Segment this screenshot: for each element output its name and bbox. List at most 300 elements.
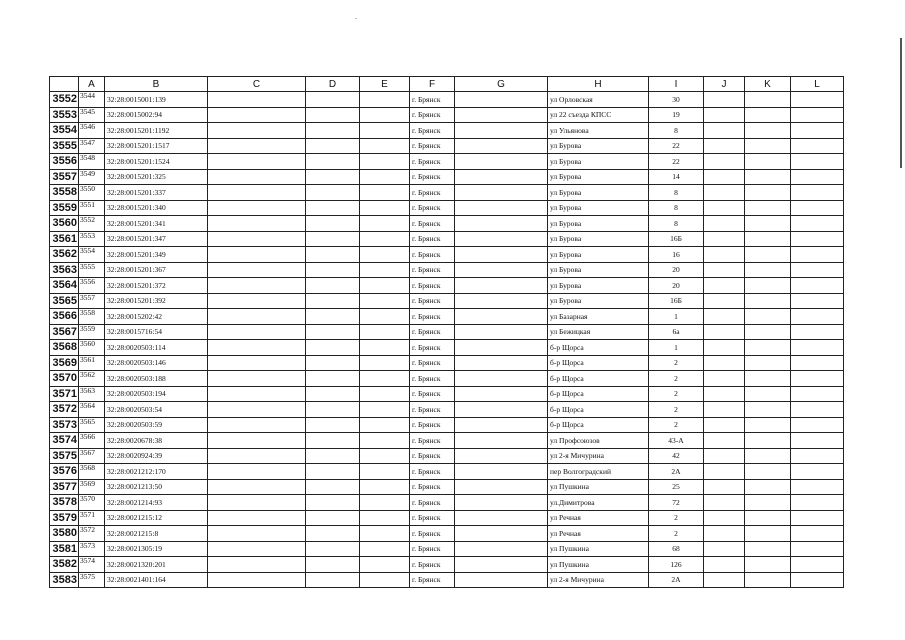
cell-f[interactable]: г. Брянск xyxy=(410,557,455,573)
row-number[interactable]: 3573 xyxy=(50,417,79,433)
cell-i[interactable]: 20 xyxy=(649,262,704,278)
cell-d[interactable] xyxy=(306,448,360,464)
cell-g[interactable] xyxy=(455,433,548,449)
cell-j[interactable] xyxy=(704,278,745,294)
cell-h[interactable]: ул Бурова xyxy=(548,231,649,247)
cell-j[interactable] xyxy=(704,169,745,185)
cell-a[interactable]: 3552 xyxy=(79,216,105,232)
cell-a[interactable]: 3574 xyxy=(79,557,105,573)
cell-c[interactable] xyxy=(208,340,306,356)
cell-g[interactable] xyxy=(455,247,548,263)
cell-c[interactable] xyxy=(208,123,306,139)
cell-f[interactable]: г. Брянск xyxy=(410,262,455,278)
cell-j[interactable] xyxy=(704,340,745,356)
cell-b[interactable]: 32:28:0015201:1517 xyxy=(105,138,208,154)
cell-a[interactable]: 3575 xyxy=(79,572,105,588)
cell-b[interactable]: 32:28:0015201:337 xyxy=(105,185,208,201)
cell-k[interactable] xyxy=(745,154,791,170)
cell-a[interactable]: 3566 xyxy=(79,433,105,449)
cell-k[interactable] xyxy=(745,572,791,588)
cell-c[interactable] xyxy=(208,138,306,154)
cell-e[interactable] xyxy=(360,123,410,139)
cell-e[interactable] xyxy=(360,231,410,247)
cell-j[interactable] xyxy=(704,402,745,418)
cell-h[interactable]: б-р Щорса xyxy=(548,340,649,356)
cell-l[interactable] xyxy=(791,526,844,542)
cell-e[interactable] xyxy=(360,216,410,232)
cell-c[interactable] xyxy=(208,479,306,495)
cell-i[interactable]: 8 xyxy=(649,123,704,139)
cell-h[interactable]: ул Ульянова xyxy=(548,123,649,139)
cell-a[interactable]: 3544 xyxy=(79,92,105,108)
cell-l[interactable] xyxy=(791,231,844,247)
cell-b[interactable]: 32:28:0020503:194 xyxy=(105,386,208,402)
cell-a[interactable]: 3563 xyxy=(79,386,105,402)
cell-d[interactable] xyxy=(306,355,360,371)
cell-i[interactable]: 2А xyxy=(649,464,704,480)
column-header[interactable]: E xyxy=(360,77,410,92)
cell-d[interactable] xyxy=(306,495,360,511)
cell-k[interactable] xyxy=(745,464,791,480)
cell-h[interactable]: ул Пушкина xyxy=(548,557,649,573)
cell-d[interactable] xyxy=(306,231,360,247)
cell-l[interactable] xyxy=(791,324,844,340)
cell-k[interactable] xyxy=(745,92,791,108)
cell-f[interactable]: г. Брянск xyxy=(410,185,455,201)
cell-d[interactable] xyxy=(306,92,360,108)
cell-j[interactable] xyxy=(704,200,745,216)
cell-b[interactable]: 32:28:0015002:94 xyxy=(105,107,208,123)
cell-j[interactable] xyxy=(704,309,745,325)
cell-f[interactable]: г. Брянск xyxy=(410,247,455,263)
cell-j[interactable] xyxy=(704,541,745,557)
cell-l[interactable] xyxy=(791,262,844,278)
cell-i[interactable]: 19 xyxy=(649,107,704,123)
cell-a[interactable]: 3545 xyxy=(79,107,105,123)
cell-e[interactable] xyxy=(360,417,410,433)
cell-e[interactable] xyxy=(360,262,410,278)
cell-e[interactable] xyxy=(360,247,410,263)
cell-c[interactable] xyxy=(208,231,306,247)
cell-j[interactable] xyxy=(704,154,745,170)
cell-f[interactable]: г. Брянск xyxy=(410,216,455,232)
cell-f[interactable]: г. Брянск xyxy=(410,495,455,511)
cell-l[interactable] xyxy=(791,386,844,402)
cell-l[interactable] xyxy=(791,340,844,356)
cell-a[interactable]: 3551 xyxy=(79,200,105,216)
cell-l[interactable] xyxy=(791,185,844,201)
cell-j[interactable] xyxy=(704,123,745,139)
cell-g[interactable] xyxy=(455,216,548,232)
cell-g[interactable] xyxy=(455,138,548,154)
cell-a[interactable]: 3554 xyxy=(79,247,105,263)
cell-e[interactable] xyxy=(360,495,410,511)
cell-k[interactable] xyxy=(745,355,791,371)
cell-i[interactable]: 8 xyxy=(649,185,704,201)
cell-h[interactable]: ул Бурова xyxy=(548,247,649,263)
cell-g[interactable] xyxy=(455,510,548,526)
cell-f[interactable]: г. Брянск xyxy=(410,169,455,185)
cell-g[interactable] xyxy=(455,231,548,247)
cell-g[interactable] xyxy=(455,340,548,356)
cell-a[interactable]: 3558 xyxy=(79,309,105,325)
cell-c[interactable] xyxy=(208,448,306,464)
cell-a[interactable]: 3546 xyxy=(79,123,105,139)
cell-c[interactable] xyxy=(208,309,306,325)
row-number[interactable]: 3580 xyxy=(50,526,79,542)
cell-h[interactable]: пер Волгоградский xyxy=(548,464,649,480)
cell-b[interactable]: 32:28:0015201:341 xyxy=(105,216,208,232)
row-number[interactable]: 3560 xyxy=(50,216,79,232)
cell-e[interactable] xyxy=(360,541,410,557)
cell-k[interactable] xyxy=(745,526,791,542)
cell-h[interactable]: ул 22 съезда КПСС xyxy=(548,107,649,123)
cell-l[interactable] xyxy=(791,572,844,588)
column-header[interactable]: I xyxy=(649,77,704,92)
row-number[interactable]: 3577 xyxy=(50,479,79,495)
row-number[interactable]: 3582 xyxy=(50,557,79,573)
cell-i[interactable]: 30 xyxy=(649,92,704,108)
cell-e[interactable] xyxy=(360,278,410,294)
cell-c[interactable] xyxy=(208,154,306,170)
cell-g[interactable] xyxy=(455,402,548,418)
cell-d[interactable] xyxy=(306,138,360,154)
cell-g[interactable] xyxy=(455,185,548,201)
cell-h[interactable]: ул Бурова xyxy=(548,185,649,201)
cell-c[interactable] xyxy=(208,526,306,542)
cell-k[interactable] xyxy=(745,417,791,433)
cell-e[interactable] xyxy=(360,169,410,185)
cell-c[interactable] xyxy=(208,216,306,232)
cell-e[interactable] xyxy=(360,185,410,201)
row-number[interactable]: 3575 xyxy=(50,448,79,464)
cell-k[interactable] xyxy=(745,216,791,232)
cell-e[interactable] xyxy=(360,371,410,387)
cell-h[interactable]: ул 2-я Мичурина xyxy=(548,448,649,464)
cell-i[interactable]: 20 xyxy=(649,278,704,294)
cell-d[interactable] xyxy=(306,154,360,170)
cell-h[interactable]: ул.Димитрова xyxy=(548,495,649,511)
cell-b[interactable]: 32:28:0021305:19 xyxy=(105,541,208,557)
cell-g[interactable] xyxy=(455,355,548,371)
cell-f[interactable]: г. Брянск xyxy=(410,355,455,371)
cell-k[interactable] xyxy=(745,402,791,418)
cell-g[interactable] xyxy=(455,324,548,340)
cell-d[interactable] xyxy=(306,371,360,387)
cell-l[interactable] xyxy=(791,92,844,108)
cell-b[interactable]: 32:28:0015201:1524 xyxy=(105,154,208,170)
cell-l[interactable] xyxy=(791,541,844,557)
cell-f[interactable]: г. Брянск xyxy=(410,309,455,325)
cell-h[interactable]: ул Профсоюзов xyxy=(548,433,649,449)
cell-l[interactable] xyxy=(791,247,844,263)
cell-g[interactable] xyxy=(455,169,548,185)
cell-l[interactable] xyxy=(791,309,844,325)
cell-e[interactable] xyxy=(360,355,410,371)
cell-e[interactable] xyxy=(360,138,410,154)
row-number[interactable]: 3564 xyxy=(50,278,79,294)
cell-i[interactable]: 2 xyxy=(649,355,704,371)
cell-k[interactable] xyxy=(745,371,791,387)
cell-h[interactable]: б-р Щорса xyxy=(548,386,649,402)
cell-c[interactable] xyxy=(208,541,306,557)
cell-h[interactable]: ул Бурова xyxy=(548,154,649,170)
cell-l[interactable] xyxy=(791,278,844,294)
cell-g[interactable] xyxy=(455,464,548,480)
cell-f[interactable]: г. Брянск xyxy=(410,479,455,495)
cell-e[interactable] xyxy=(360,402,410,418)
cell-f[interactable]: г. Брянск xyxy=(410,324,455,340)
cell-b[interactable]: 32:28:0021213:50 xyxy=(105,479,208,495)
cell-g[interactable] xyxy=(455,557,548,573)
cell-b[interactable]: 32:28:0020678:38 xyxy=(105,433,208,449)
cell-k[interactable] xyxy=(745,107,791,123)
cell-i[interactable]: 126 xyxy=(649,557,704,573)
cell-d[interactable] xyxy=(306,464,360,480)
row-number[interactable]: 3561 xyxy=(50,231,79,247)
cell-a[interactable]: 3547 xyxy=(79,138,105,154)
row-number[interactable]: 3558 xyxy=(50,185,79,201)
cell-f[interactable]: г. Брянск xyxy=(410,448,455,464)
cell-a[interactable]: 3555 xyxy=(79,262,105,278)
cell-c[interactable] xyxy=(208,433,306,449)
cell-g[interactable] xyxy=(455,417,548,433)
cell-d[interactable] xyxy=(306,541,360,557)
cell-a[interactable]: 3571 xyxy=(79,510,105,526)
cell-a[interactable]: 3561 xyxy=(79,355,105,371)
cell-k[interactable] xyxy=(745,495,791,511)
cell-i[interactable]: 43-А xyxy=(649,433,704,449)
cell-f[interactable]: г. Брянск xyxy=(410,138,455,154)
cell-j[interactable] xyxy=(704,231,745,247)
cell-b[interactable]: 32:28:0015201:349 xyxy=(105,247,208,263)
cell-h[interactable]: ул Речная xyxy=(548,510,649,526)
cell-i[interactable]: 1 xyxy=(649,309,704,325)
cell-i[interactable]: 16 xyxy=(649,247,704,263)
cell-j[interactable] xyxy=(704,92,745,108)
cell-c[interactable] xyxy=(208,386,306,402)
cell-i[interactable]: 16Б xyxy=(649,231,704,247)
cell-i[interactable]: 2 xyxy=(649,371,704,387)
cell-d[interactable] xyxy=(306,169,360,185)
cell-d[interactable] xyxy=(306,526,360,542)
cell-a[interactable]: 3569 xyxy=(79,479,105,495)
column-header[interactable]: C xyxy=(208,77,306,92)
cell-l[interactable] xyxy=(791,402,844,418)
cell-k[interactable] xyxy=(745,386,791,402)
cell-h[interactable]: ул Бурова xyxy=(548,293,649,309)
cell-a[interactable]: 3562 xyxy=(79,371,105,387)
cell-i[interactable]: 22 xyxy=(649,154,704,170)
cell-j[interactable] xyxy=(704,557,745,573)
cell-i[interactable]: 14 xyxy=(649,169,704,185)
cell-d[interactable] xyxy=(306,123,360,139)
cell-f[interactable]: г. Брянск xyxy=(410,386,455,402)
cell-j[interactable] xyxy=(704,107,745,123)
column-header[interactable]: G xyxy=(455,77,548,92)
cell-d[interactable] xyxy=(306,107,360,123)
cell-h[interactable]: б-р Щорса xyxy=(548,417,649,433)
cell-g[interactable] xyxy=(455,123,548,139)
row-number[interactable]: 3581 xyxy=(50,541,79,557)
row-number[interactable]: 3552 xyxy=(50,92,79,108)
cell-f[interactable]: г. Брянск xyxy=(410,278,455,294)
cell-a[interactable]: 3564 xyxy=(79,402,105,418)
cell-f[interactable]: г. Брянск xyxy=(410,231,455,247)
cell-l[interactable] xyxy=(791,510,844,526)
cell-c[interactable] xyxy=(208,371,306,387)
row-number[interactable]: 3568 xyxy=(50,340,79,356)
cell-k[interactable] xyxy=(745,231,791,247)
cell-k[interactable] xyxy=(745,169,791,185)
row-number[interactable]: 3571 xyxy=(50,386,79,402)
row-number[interactable]: 3570 xyxy=(50,371,79,387)
column-header[interactable]: F xyxy=(410,77,455,92)
column-header[interactable]: B xyxy=(105,77,208,92)
cell-i[interactable]: 72 xyxy=(649,495,704,511)
cell-i[interactable]: 2 xyxy=(649,386,704,402)
cell-j[interactable] xyxy=(704,247,745,263)
cell-a[interactable]: 3557 xyxy=(79,293,105,309)
cell-c[interactable] xyxy=(208,355,306,371)
cell-c[interactable] xyxy=(208,247,306,263)
cell-f[interactable]: г. Брянск xyxy=(410,510,455,526)
cell-c[interactable] xyxy=(208,417,306,433)
cell-g[interactable] xyxy=(455,526,548,542)
cell-c[interactable] xyxy=(208,278,306,294)
row-number[interactable]: 3576 xyxy=(50,464,79,480)
cell-b[interactable]: 32:28:0015201:392 xyxy=(105,293,208,309)
cell-g[interactable] xyxy=(455,386,548,402)
cell-f[interactable]: г. Брянск xyxy=(410,417,455,433)
cell-i[interactable]: 42 xyxy=(649,448,704,464)
row-number[interactable]: 3555 xyxy=(50,138,79,154)
cell-b[interactable]: 32:28:0015201:367 xyxy=(105,262,208,278)
cell-c[interactable] xyxy=(208,557,306,573)
cell-j[interactable] xyxy=(704,464,745,480)
cell-j[interactable] xyxy=(704,495,745,511)
cell-k[interactable] xyxy=(745,185,791,201)
cell-l[interactable] xyxy=(791,293,844,309)
cell-a[interactable]: 3572 xyxy=(79,526,105,542)
cell-e[interactable] xyxy=(360,340,410,356)
cell-e[interactable] xyxy=(360,572,410,588)
cell-k[interactable] xyxy=(745,247,791,263)
cell-i[interactable]: 2 xyxy=(649,402,704,418)
cell-e[interactable] xyxy=(360,324,410,340)
cell-a[interactable]: 3559 xyxy=(79,324,105,340)
cell-k[interactable] xyxy=(745,324,791,340)
cell-f[interactable]: г. Брянск xyxy=(410,433,455,449)
cell-c[interactable] xyxy=(208,464,306,480)
cell-d[interactable] xyxy=(306,510,360,526)
cell-h[interactable]: ул Бурова xyxy=(548,138,649,154)
row-number[interactable]: 3572 xyxy=(50,402,79,418)
cell-j[interactable] xyxy=(704,185,745,201)
cell-l[interactable] xyxy=(791,417,844,433)
cell-l[interactable] xyxy=(791,123,844,139)
row-number[interactable]: 3569 xyxy=(50,355,79,371)
cell-g[interactable] xyxy=(455,293,548,309)
cell-a[interactable]: 3568 xyxy=(79,464,105,480)
cell-j[interactable] xyxy=(704,262,745,278)
cell-l[interactable] xyxy=(791,495,844,511)
cell-l[interactable] xyxy=(791,371,844,387)
cell-h[interactable]: б-р Щорса xyxy=(548,355,649,371)
cell-c[interactable] xyxy=(208,510,306,526)
cell-d[interactable] xyxy=(306,402,360,418)
cell-g[interactable] xyxy=(455,541,548,557)
cell-f[interactable]: г. Брянск xyxy=(410,123,455,139)
cell-e[interactable] xyxy=(360,464,410,480)
cell-c[interactable] xyxy=(208,200,306,216)
cell-h[interactable]: ул Речная xyxy=(548,526,649,542)
row-number[interactable]: 3583 xyxy=(50,572,79,588)
cell-k[interactable] xyxy=(745,433,791,449)
cell-g[interactable] xyxy=(455,371,548,387)
cell-g[interactable] xyxy=(455,572,548,588)
cell-k[interactable] xyxy=(745,557,791,573)
row-number[interactable]: 3553 xyxy=(50,107,79,123)
cell-b[interactable]: 32:28:0021401:164 xyxy=(105,572,208,588)
cell-l[interactable] xyxy=(791,557,844,573)
cell-l[interactable] xyxy=(791,107,844,123)
cell-l[interactable] xyxy=(791,448,844,464)
column-header[interactable]: A xyxy=(79,77,105,92)
cell-h[interactable]: ул Бурова xyxy=(548,169,649,185)
column-header[interactable]: J xyxy=(704,77,745,92)
cell-a[interactable]: 3549 xyxy=(79,169,105,185)
row-number[interactable]: 3563 xyxy=(50,262,79,278)
cell-j[interactable] xyxy=(704,479,745,495)
cell-h[interactable]: б-р Щорса xyxy=(548,402,649,418)
cell-h[interactable]: ул Базарная xyxy=(548,309,649,325)
cell-d[interactable] xyxy=(306,340,360,356)
row-number[interactable]: 3567 xyxy=(50,324,79,340)
cell-c[interactable] xyxy=(208,169,306,185)
column-header[interactable]: K xyxy=(745,77,791,92)
cell-b[interactable]: 32:28:0020503:146 xyxy=(105,355,208,371)
cell-k[interactable] xyxy=(745,200,791,216)
cell-f[interactable]: г. Брянск xyxy=(410,107,455,123)
cell-c[interactable] xyxy=(208,402,306,418)
cell-h[interactable]: ул Бурова xyxy=(548,200,649,216)
row-number[interactable]: 3579 xyxy=(50,510,79,526)
cell-g[interactable] xyxy=(455,479,548,495)
cell-f[interactable]: г. Брянск xyxy=(410,572,455,588)
cell-h[interactable]: ул Орловская xyxy=(548,92,649,108)
cell-a[interactable]: 3570 xyxy=(79,495,105,511)
cell-d[interactable] xyxy=(306,309,360,325)
cell-i[interactable]: 2А xyxy=(649,572,704,588)
cell-a[interactable]: 3548 xyxy=(79,154,105,170)
cell-c[interactable] xyxy=(208,262,306,278)
cell-f[interactable]: г. Брянск xyxy=(410,154,455,170)
cell-c[interactable] xyxy=(208,92,306,108)
cell-c[interactable] xyxy=(208,185,306,201)
cell-b[interactable]: 32:28:0021320:201 xyxy=(105,557,208,573)
cell-d[interactable] xyxy=(306,557,360,573)
cell-b[interactable]: 32:28:0015201:340 xyxy=(105,200,208,216)
cell-b[interactable]: 32:28:0020503:54 xyxy=(105,402,208,418)
cell-l[interactable] xyxy=(791,200,844,216)
cell-j[interactable] xyxy=(704,293,745,309)
cell-i[interactable]: 8 xyxy=(649,216,704,232)
cell-f[interactable]: г. Брянск xyxy=(410,526,455,542)
cell-b[interactable]: 32:28:0021214:93 xyxy=(105,495,208,511)
cell-d[interactable] xyxy=(306,200,360,216)
row-number[interactable]: 3574 xyxy=(50,433,79,449)
